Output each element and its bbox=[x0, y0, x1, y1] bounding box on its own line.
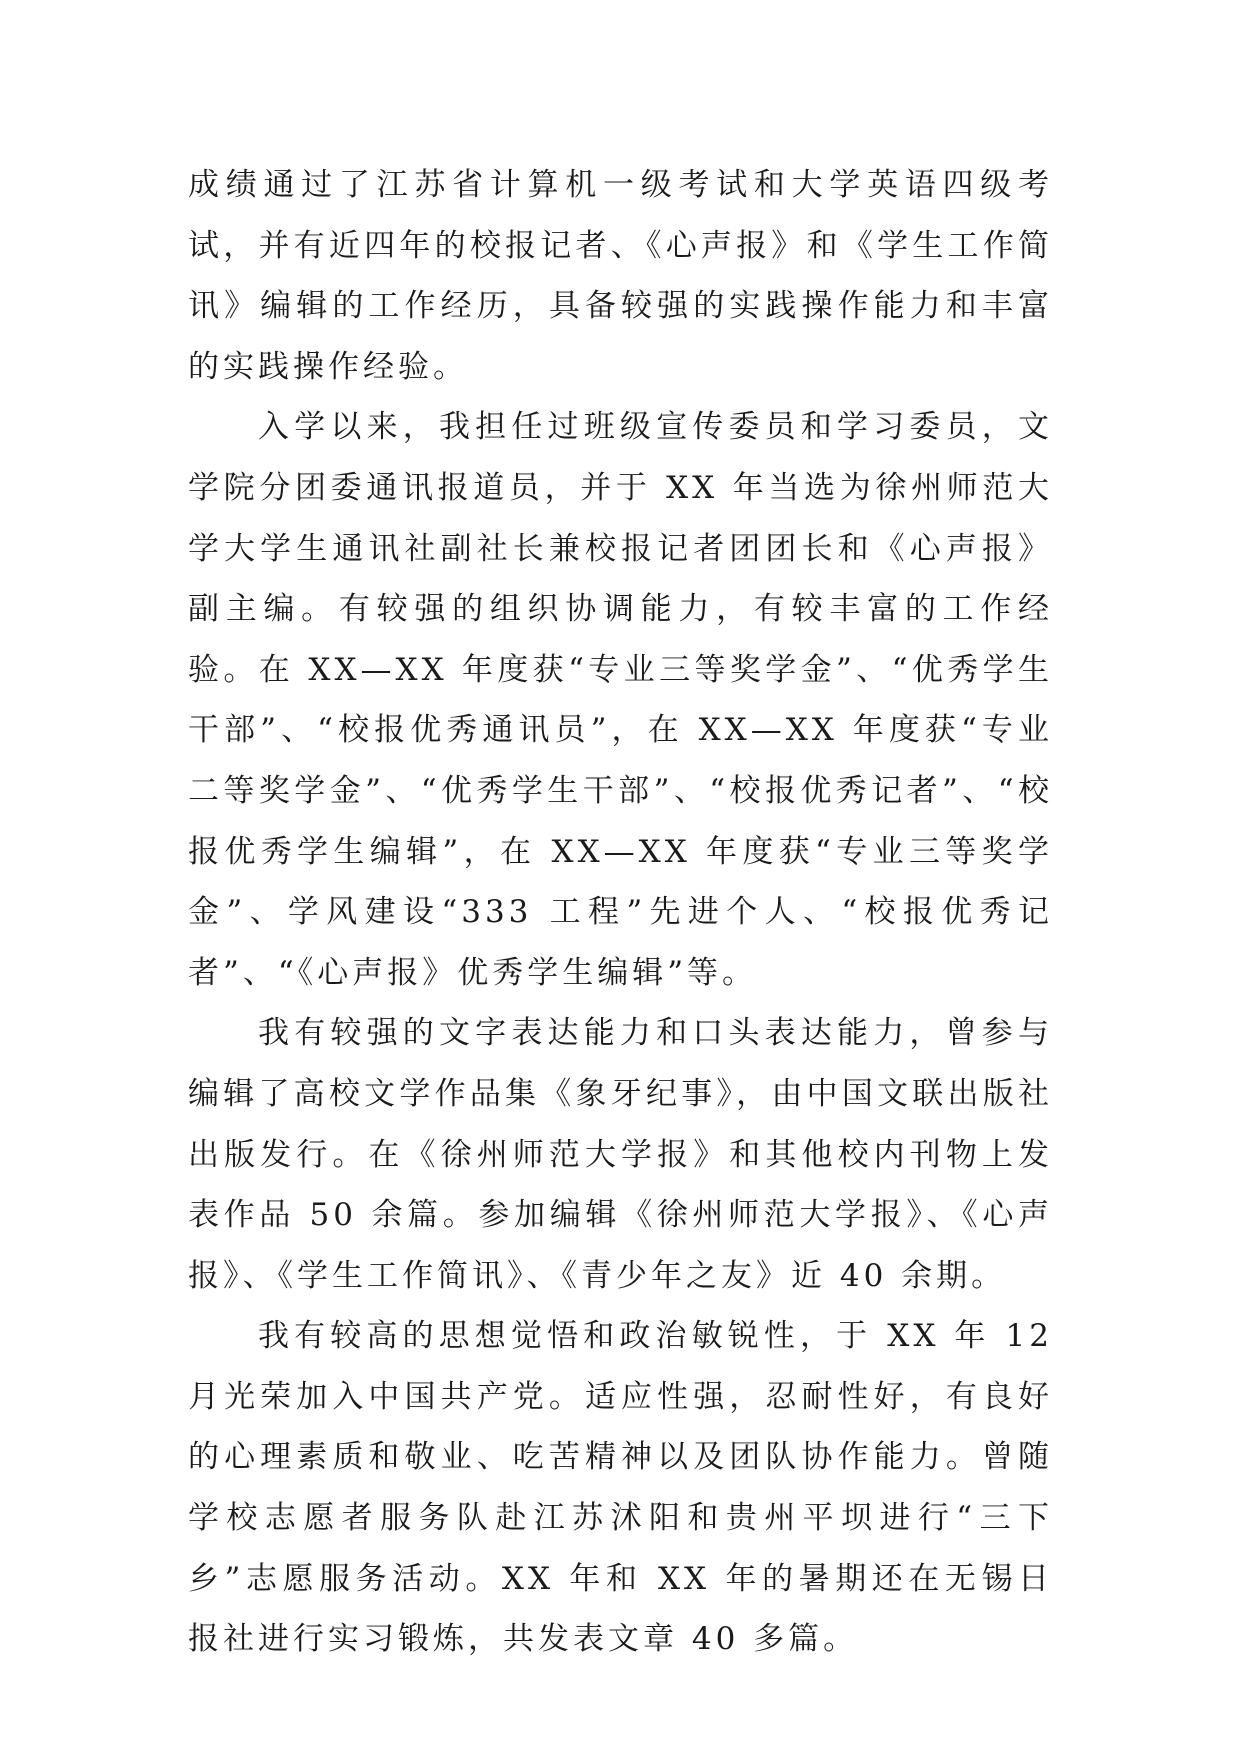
paragraph-3: 我有较强的文字表达能力和口头表达能力，曾参与编辑了高校文学作品集《象牙纪事》，由中国文联出版社出版发行。在《徐州师范大学报》和其他校内刊物上发表作品 50 余篇。参加编辑《徐州师范大学报》、《心声报》、《学生工作简讯》、《青少年之友》近 40 余期。 bbox=[188, 1015, 1053, 1294]
document-body bbox=[188, 155, 1053, 1670]
paragraph-4: 我有较高的思想觉悟和政治敏锐性，于 XX 年 12 月光荣加入中国共产党。适应性强，忍耐性好，有良好的心理素质和敬业、吃苦精神以及团队协作能力。曾随学校志愿者服务队赴江苏沭阳和贵州平坝进行“三下乡”志愿服务活动。XX 年和 XX 年的暑期还在无锡日报社进行实习锻炼，共发表文章 40 多篇。 bbox=[188, 1318, 1053, 1658]
paragraph-2: 入学以来，我担任过班级宣传委员和学习委员，文学院分团委通讯报道员，并于 XX 年当选为徐州师范大学大学生通讯社副社长兼校报记者团团长和《心声报》副主编。有较强的组织协调能力，有较丰富的工作经验。在 XX—XX 年度获“专业三等奖学金”、“优秀学生干部”、“校报优秀通讯员”，在 XX—XX 年度获“专业二等奖学金”、“优秀学生干部”、“校报优秀记者”、“校报优秀学生编辑”，在 XX—XX 年度获“专业三等奖学金”、学风建设“333 工程”先进个人、“校报优秀记者”、“《心声报》优秀学生编辑”等。 bbox=[188, 409, 1053, 991]
paragraph-1: 成绩通过了江苏省计算机一级考试和大学英语四级考试，并有近四年的校报记者、《心声报》和《学生工作简讯》编辑的工作经历，具备较强的实践操作能力和丰富的实践操作经验。 bbox=[188, 167, 1053, 385]
